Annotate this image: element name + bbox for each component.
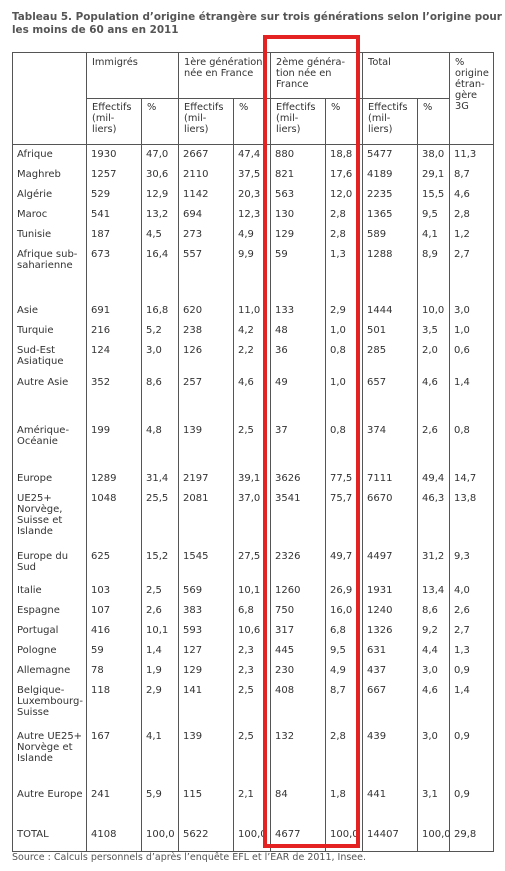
table-cell: 38,0 [422, 149, 445, 160]
table-cell: 2,9 [146, 685, 162, 696]
table-cell: 103 [91, 585, 111, 596]
row-label: Espagne [17, 605, 60, 616]
table-cell: 4,6 [422, 377, 438, 388]
table-cell: 6670 [367, 493, 393, 504]
subheader-effectifs: Effectifs (mil-liers) [271, 99, 326, 145]
subheader-effectifs: Effectifs (mil-liers) [179, 99, 234, 145]
row-label: Maroc [17, 209, 48, 220]
table-cell: 13,4 [422, 585, 445, 596]
table-cell: 2667 [183, 149, 209, 160]
table-cell: 59 [275, 249, 288, 260]
table-cell: 1,0 [454, 325, 470, 336]
col-gen2-pct [326, 145, 363, 852]
row-label: Sud-Est Asiatique [17, 345, 64, 367]
table-cell: 12,9 [146, 189, 169, 200]
table-cell: 2,7 [454, 249, 470, 260]
source-note: Source : Calculs personnels d’après l’enquête EFL et l’EAR de 2011, Insee. [12, 852, 367, 863]
table-cell: 26,9 [330, 585, 353, 596]
table-cell: 12,3 [238, 209, 261, 220]
table-cell: 5,9 [146, 789, 162, 800]
table-cell: 37,5 [238, 169, 261, 180]
table-cell: 1,8 [330, 789, 346, 800]
subheader-pct: % [234, 99, 271, 145]
table-cell: 77,5 [330, 473, 353, 484]
table-cell: 667 [367, 685, 387, 696]
table-cell: 880 [275, 149, 295, 160]
table-cell: 1260 [275, 585, 301, 596]
table-cell: 2,0 [422, 345, 438, 356]
body-row [13, 145, 494, 852]
table-cell: 2,5 [146, 585, 162, 596]
table-cell: 238 [183, 325, 203, 336]
table-cell: 1,4 [146, 645, 162, 656]
table-cell: 13,8 [454, 493, 477, 504]
table-cell: 620 [183, 305, 203, 316]
table-cell: 0,9 [454, 665, 470, 676]
table-cell: 2235 [367, 189, 393, 200]
table-cell: 127 [183, 645, 203, 656]
table-title: Tableau 5. Population d’origine étrangère sur trois générations selon l’origine pour les moins de 60 ans en 2011 [12, 11, 502, 36]
subheader-pct: % [418, 99, 450, 145]
table-cell: 2,6 [422, 425, 438, 436]
table-cell: 1240 [367, 605, 393, 616]
table-cell: 631 [367, 645, 387, 656]
table-cell: 17,6 [330, 169, 353, 180]
table-cell: 4,0 [454, 585, 470, 596]
row-label: Belgique-Luxembourg-Suisse [17, 685, 83, 718]
table-cell: 3,0 [422, 731, 438, 742]
table-cell: 12,0 [330, 189, 353, 200]
col-pct3g [450, 145, 494, 852]
table-cell: 673 [91, 249, 111, 260]
table-cell: 3,5 [422, 325, 438, 336]
row-label: UE25+ Norvège, Suisse et Islande [17, 493, 63, 537]
table-cell: 1930 [91, 149, 117, 160]
table-cell: 15,2 [146, 551, 169, 562]
table-cell: 2110 [183, 169, 209, 180]
table-cell: 3626 [275, 473, 301, 484]
col-total-pct [418, 145, 450, 852]
table-cell: 1365 [367, 209, 393, 220]
table-cell: 9,5 [330, 645, 346, 656]
row-label: Portugal [17, 625, 59, 636]
row-label: Maghreb [17, 169, 61, 180]
table-cell: 230 [275, 665, 295, 676]
table-cell: 15,5 [422, 189, 445, 200]
table-cell: 6,8 [238, 605, 254, 616]
table-cell: 16,8 [146, 305, 169, 316]
table-cell: 625 [91, 551, 111, 562]
header-immigres: Immigrés [87, 53, 179, 99]
table-cell: 2,7 [454, 625, 470, 636]
table-cell: 49,7 [330, 551, 353, 562]
table-cell: 1,3 [454, 645, 470, 656]
table-cell: 2,3 [238, 645, 254, 656]
table-cell: 199 [91, 425, 111, 436]
table-cell: 139 [183, 425, 203, 436]
row-label: Italie [17, 585, 42, 596]
table-cell: 10,1 [238, 585, 261, 596]
table-cell: 441 [367, 789, 387, 800]
row-label: Allemagne [17, 665, 71, 676]
table-cell: 39,1 [238, 473, 261, 484]
table-cell: 821 [275, 169, 295, 180]
table-cell: 2,6 [146, 605, 162, 616]
table-cell: 124 [91, 345, 111, 356]
table-cell: 139 [183, 731, 203, 742]
row-label: Tunisie [17, 229, 52, 240]
header-pct3g: % origine étran-gère 3G [450, 53, 494, 145]
table-cell: 5,2 [146, 325, 162, 336]
table-cell: 8,7 [330, 685, 346, 696]
row-label: TOTAL [17, 829, 49, 840]
table-cell: 4,5 [146, 229, 162, 240]
header-gen2: 2ème généra-tion née en France [271, 53, 363, 99]
table-cell: 750 [275, 605, 295, 616]
table-cell: 129 [275, 229, 295, 240]
table-cell: 3541 [275, 493, 301, 504]
table-cell: 694 [183, 209, 203, 220]
table-cell: 4677 [275, 829, 301, 840]
subheader-pct: % [326, 99, 363, 145]
table-cell: 352 [91, 377, 111, 388]
table-cell: 4,9 [238, 229, 254, 240]
table-cell: 4108 [91, 829, 117, 840]
row-label: Algérie [17, 189, 53, 200]
table-cell: 2,1 [238, 789, 254, 800]
row-label: Asie [17, 305, 38, 316]
table-cell: 8,7 [454, 169, 470, 180]
table-cell: 257 [183, 377, 203, 388]
table-cell: 118 [91, 685, 111, 696]
table-cell: 16,0 [330, 605, 353, 616]
table-cell: 129 [183, 665, 203, 676]
table-cell: 84 [275, 789, 288, 800]
table-cell: 541 [91, 209, 111, 220]
table-cell: 593 [183, 625, 203, 636]
table-cell: 10,6 [238, 625, 261, 636]
table-cell: 1931 [367, 585, 393, 596]
table-cell: 2326 [275, 551, 301, 562]
table-cell: 0,8 [330, 345, 346, 356]
table-cell: 49,4 [422, 473, 445, 484]
table-cell: 4,2 [238, 325, 254, 336]
table-cell: 49 [275, 377, 288, 388]
subheader-pct: % [142, 99, 179, 145]
table-cell: 9,5 [422, 209, 438, 220]
table-cell: 10,0 [422, 305, 445, 316]
table-cell: 408 [275, 685, 295, 696]
table-cell: 2,2 [238, 345, 254, 356]
table-cell: 0,9 [454, 731, 470, 742]
table-cell: 37 [275, 425, 288, 436]
table-cell: 3,0 [422, 665, 438, 676]
table-cell: 557 [183, 249, 203, 260]
table-cell: 1048 [91, 493, 117, 504]
table-cell: 7111 [367, 473, 393, 484]
row-label: Turquie [17, 325, 54, 336]
col-gen2-effectifs [271, 145, 326, 852]
col-labels [13, 145, 87, 852]
table-cell: 1326 [367, 625, 393, 636]
table-cell: 47,4 [238, 149, 261, 160]
table-cell: 100,0 [330, 829, 359, 840]
col-gen1-effectifs [179, 145, 234, 852]
table-cell: 241 [91, 789, 111, 800]
table-cell: 4,4 [422, 645, 438, 656]
table-cell: 657 [367, 377, 387, 388]
table-cell: 27,5 [238, 551, 261, 562]
col-total-effectifs [363, 145, 418, 852]
table-cell: 100,0 [422, 829, 451, 840]
table-cell: 11,0 [238, 305, 261, 316]
table-cell: 8,9 [422, 249, 438, 260]
table-cell: 2,3 [238, 665, 254, 676]
table-cell: 3,1 [422, 789, 438, 800]
table-cell: 1288 [367, 249, 393, 260]
table-cell: 437 [367, 665, 387, 676]
table-cell: 48 [275, 325, 288, 336]
table-cell: 1,9 [146, 665, 162, 676]
table-cell: 126 [183, 345, 203, 356]
table-cell: 1444 [367, 305, 393, 316]
table-cell: 115 [183, 789, 203, 800]
table-cell: 501 [367, 325, 387, 336]
table-cell: 1257 [91, 169, 117, 180]
table-cell: 383 [183, 605, 203, 616]
table-cell: 563 [275, 189, 295, 200]
table-cell: 317 [275, 625, 295, 636]
row-label: Autre UE25+ Norvège et Islande [17, 731, 83, 764]
table-cell: 36 [275, 345, 288, 356]
table-cell: 2,5 [238, 425, 254, 436]
row-label: Europe du Sud [17, 551, 69, 573]
table-cell: 4,6 [238, 377, 254, 388]
table-cell: 2,9 [330, 305, 346, 316]
col-immigres-pct [142, 145, 179, 852]
table-cell: 4189 [367, 169, 393, 180]
table-cell: 1,3 [330, 249, 346, 260]
table-cell: 29,1 [422, 169, 445, 180]
table-cell: 2,5 [238, 731, 254, 742]
table-cell: 4497 [367, 551, 393, 562]
table-cell: 3,0 [146, 345, 162, 356]
row-label: Europe [17, 473, 53, 484]
table-cell: 0,6 [454, 345, 470, 356]
table-cell: 2081 [183, 493, 209, 504]
table-cell: 100,0 [238, 829, 267, 840]
table-cell: 445 [275, 645, 295, 656]
table-cell: 285 [367, 345, 387, 356]
table-cell: 59 [91, 645, 104, 656]
table-cell: 439 [367, 731, 387, 742]
table-cell: 100,0 [146, 829, 175, 840]
table-cell: 1,0 [330, 325, 346, 336]
subheader-effectifs: Effectifs (mil-liers) [363, 99, 418, 145]
table-cell: 47,0 [146, 149, 169, 160]
table-cell: 30,6 [146, 169, 169, 180]
table-cell: 37,0 [238, 493, 261, 504]
row-label: Amérique-Océanie [17, 425, 70, 447]
table-cell: 4,1 [146, 731, 162, 742]
table-cell: 2,5 [238, 685, 254, 696]
table-cell: 14407 [367, 829, 399, 840]
table-cell: 0,8 [330, 425, 346, 436]
table-cell: 31,4 [146, 473, 169, 484]
table-cell: 4,1 [422, 229, 438, 240]
table-cell: 31,2 [422, 551, 445, 562]
header-total: Total [363, 53, 450, 99]
table-cell: 374 [367, 425, 387, 436]
header-row [13, 53, 494, 99]
table-cell: 5622 [183, 829, 209, 840]
table-cell: 569 [183, 585, 203, 596]
table-cell: 273 [183, 229, 203, 240]
row-label: Autre Asie [17, 377, 69, 388]
table-cell: 8,6 [422, 605, 438, 616]
table-cell: 20,3 [238, 189, 261, 200]
table-cell: 25,5 [146, 493, 169, 504]
table-cell: 107 [91, 605, 111, 616]
table-cell: 1289 [91, 473, 117, 484]
table-cell: 9,2 [422, 625, 438, 636]
table-cell: 0,9 [454, 789, 470, 800]
table-cell: 78 [91, 665, 104, 676]
table-cell: 691 [91, 305, 111, 316]
table-cell: 16,4 [146, 249, 169, 260]
table-cell: 0,8 [454, 425, 470, 436]
table-cell: 167 [91, 731, 111, 742]
table-cell: 130 [275, 209, 295, 220]
table-cell: 14,7 [454, 473, 477, 484]
table-cell: 2,8 [330, 209, 346, 220]
table-cell: 589 [367, 229, 387, 240]
table-cell: 2197 [183, 473, 209, 484]
table-cell: 1,4 [454, 685, 470, 696]
table-cell: 416 [91, 625, 111, 636]
table-cell: 4,9 [330, 665, 346, 676]
table-cell: 529 [91, 189, 111, 200]
origin-header-cell [13, 53, 87, 145]
table-cell: 6,8 [330, 625, 346, 636]
table-cell: 1,0 [330, 377, 346, 388]
table-cell: 132 [275, 731, 295, 742]
table-cell: 1545 [183, 551, 209, 562]
table-cell: 2,8 [330, 229, 346, 240]
table-cell: 4,6 [422, 685, 438, 696]
table-cell: 9,3 [454, 551, 470, 562]
table-cell: 133 [275, 305, 295, 316]
table-cell: 46,3 [422, 493, 445, 504]
table-cell: 1,2 [454, 229, 470, 240]
row-label: Pologne [17, 645, 57, 656]
table-cell: 75,7 [330, 493, 353, 504]
table-cell: 3,0 [454, 305, 470, 316]
table-cell: 10,1 [146, 625, 169, 636]
table-cell: 1142 [183, 189, 209, 200]
subheader-effectifs: Effectifs (mil-liers) [87, 99, 142, 145]
table-cell: 8,6 [146, 377, 162, 388]
col-immigres-effectifs [87, 145, 142, 852]
table-cell: 4,6 [454, 189, 470, 200]
row-label: Afrique sub-saharienne [17, 249, 78, 271]
population-table [12, 52, 494, 852]
table-cell: 187 [91, 229, 111, 240]
row-label: Afrique [17, 149, 53, 160]
table-cell: 5477 [367, 149, 393, 160]
row-label: Autre Europe [17, 789, 83, 800]
table-cell: 13,2 [146, 209, 169, 220]
col-gen1-pct [234, 145, 271, 852]
table-cell: 11,3 [454, 149, 477, 160]
table-cell: 18,8 [330, 149, 353, 160]
table-cell: 216 [91, 325, 111, 336]
table-cell: 29,8 [454, 829, 477, 840]
table-cell: 1,4 [454, 377, 470, 388]
table-cell: 4,8 [146, 425, 162, 436]
table-cell: 2,6 [454, 605, 470, 616]
header-gen1: 1ère génération née en France [179, 53, 271, 99]
table-cell: 2,8 [330, 731, 346, 742]
table-cell: 2,8 [454, 209, 470, 220]
table-cell: 9,9 [238, 249, 254, 260]
table-cell: 141 [183, 685, 203, 696]
